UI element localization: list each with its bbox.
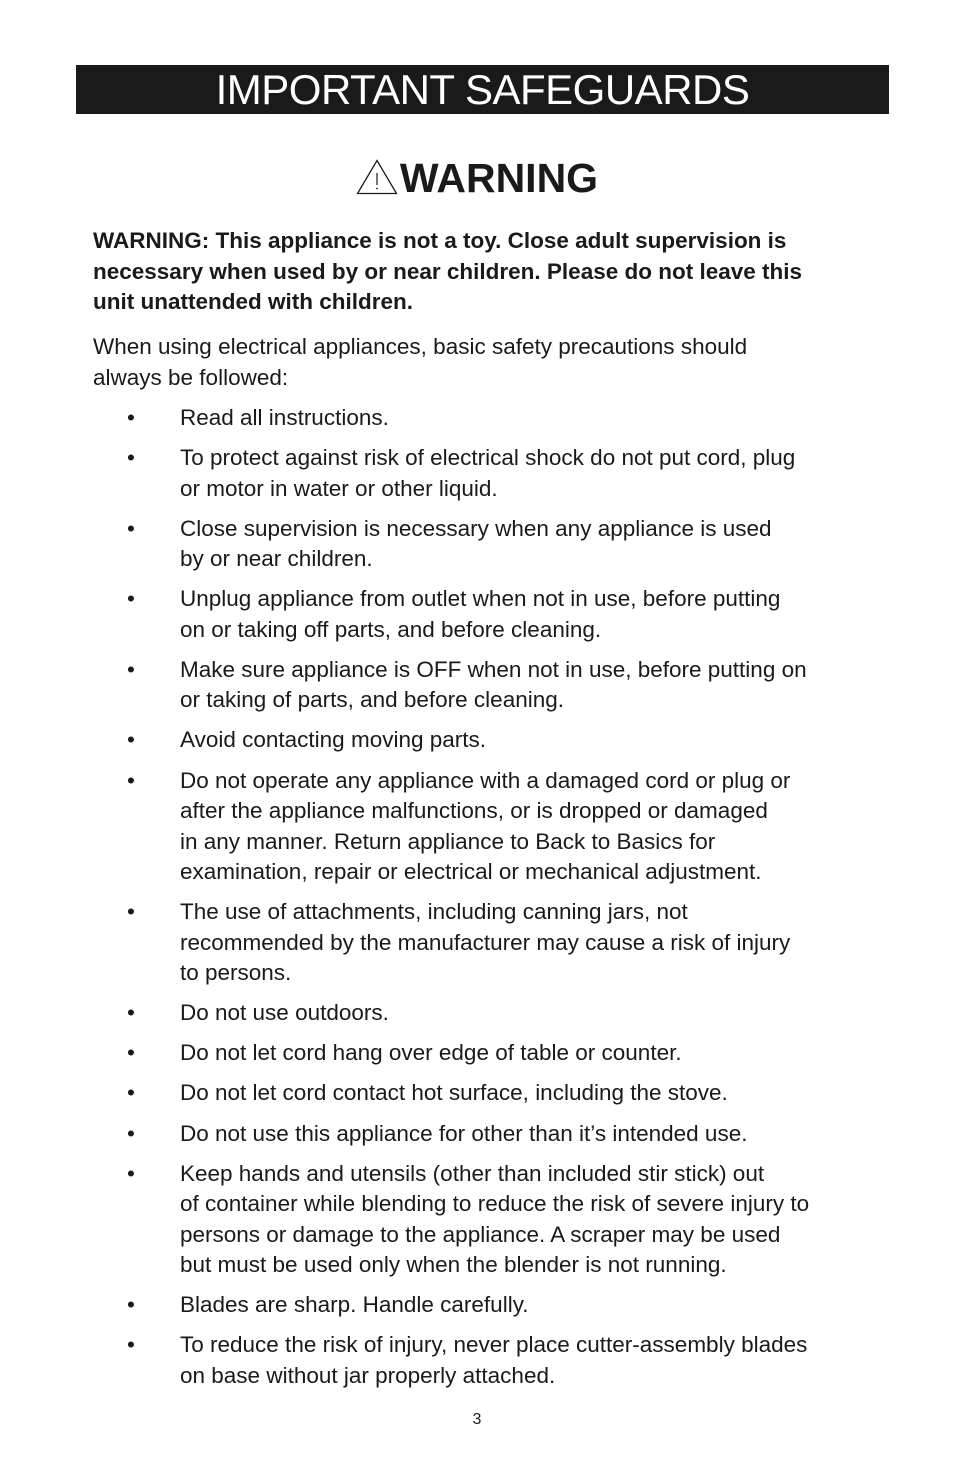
list-item-text: Close supervision is necessary when any appliance is used by or near children. bbox=[180, 515, 772, 572]
bullet-icon: • bbox=[127, 1292, 135, 1318]
list-item bbox=[0, 1330, 954, 1391]
bullet-icon: • bbox=[127, 656, 135, 682]
list-item bbox=[0, 897, 954, 989]
list-item bbox=[0, 1119, 954, 1150]
bullet-icon: • bbox=[127, 1040, 135, 1066]
bullet-icon: • bbox=[127, 445, 135, 471]
list-item-text: Do not let cord contact hot surface, including the stove. bbox=[180, 1080, 728, 1106]
warning-heading-text: WARNING bbox=[399, 155, 599, 201]
list-item bbox=[0, 725, 954, 756]
list-item bbox=[0, 584, 954, 645]
list-item-text: Read all instructions. bbox=[180, 405, 389, 430]
bullet-icon: • bbox=[127, 1332, 135, 1358]
list-item-text: Do not use this appliance for other than it’s intended use. bbox=[180, 1120, 748, 1146]
warning-paragraph: WARNING: This appliance is not a toy. Close adult supervision is necessary when used by or near children. Please do not leave this unit unattended with children. bbox=[93, 228, 803, 314]
bullet-icon: • bbox=[127, 1000, 135, 1026]
list-item bbox=[0, 655, 954, 716]
intro-paragraph: When using electrical appliances, basic safety precautions should always be followed: bbox=[93, 334, 748, 390]
list-item bbox=[0, 1290, 954, 1321]
bullet-icon: • bbox=[127, 586, 135, 612]
bullet-icon: • bbox=[127, 405, 135, 430]
page-title bbox=[76, 65, 889, 114]
page-number: 3 bbox=[472, 1411, 482, 1428]
list-item bbox=[0, 1159, 954, 1281]
page-title-text: IMPORTANT SAFEGUARDS bbox=[215, 66, 750, 113]
list-item-text: Keep hands and utensils (other than included stir stick) out of container while blending to reduce the risk of severe injury to persons or damage to the appliance. A scraper may be used but must be used only when the blender is not running. bbox=[180, 1160, 810, 1278]
list-item bbox=[0, 998, 954, 1029]
bullet-icon: • bbox=[127, 515, 135, 541]
list-item-text: To reduce the risk of injury, never place cutter-assembly blades on base without jar properly attached. bbox=[180, 1332, 808, 1388]
list-item bbox=[0, 443, 954, 504]
safeguards-list bbox=[0, 403, 954, 1401]
bullet-icon: • bbox=[127, 727, 135, 753]
bullet-icon: • bbox=[127, 899, 135, 925]
list-item-text: Do not use outdoors. bbox=[180, 1000, 389, 1026]
list-item-text: Unplug appliance from outlet when not in use, before putting on or taking off parts, and before cleaning. bbox=[180, 586, 781, 642]
bullet-icon: • bbox=[127, 767, 135, 793]
list-item bbox=[0, 403, 954, 434]
bullet-icon: • bbox=[127, 1160, 135, 1186]
list-item-text: Make sure appliance is OFF when not in use, before putting on or taking of parts, and before cleaning. bbox=[180, 656, 807, 713]
list-item-text: Avoid contacting moving parts. bbox=[180, 727, 487, 753]
list-item bbox=[0, 514, 954, 575]
list-item-text: Do not operate any appliance with a damaged cord or plug or after the appliance malfunctions, or is dropped or damaged in any manner. Return appliance to Back to Basics for examination, repair or electrical or mechanical adjustment. bbox=[180, 767, 791, 885]
list-item bbox=[0, 1038, 954, 1069]
list-item bbox=[0, 766, 954, 888]
bullet-icon: • bbox=[127, 1120, 135, 1146]
warning-heading bbox=[0, 153, 954, 203]
bullet-icon: • bbox=[127, 1080, 135, 1106]
list-item-text: To protect against risk of electrical shock do not put cord, plug or motor in water or other liquid. bbox=[180, 445, 796, 501]
list-item-text: Do not let cord hang over edge of table or counter. bbox=[180, 1040, 682, 1066]
list-item-text: Blades are sharp. Handle carefully. bbox=[180, 1292, 529, 1318]
list-item bbox=[0, 1078, 954, 1109]
list-item-text: The use of attachments, including canning jars, not recommended by the manufacturer may cause a risk of injury to persons. bbox=[180, 899, 791, 986]
warning-triangle-icon bbox=[356, 159, 398, 195]
